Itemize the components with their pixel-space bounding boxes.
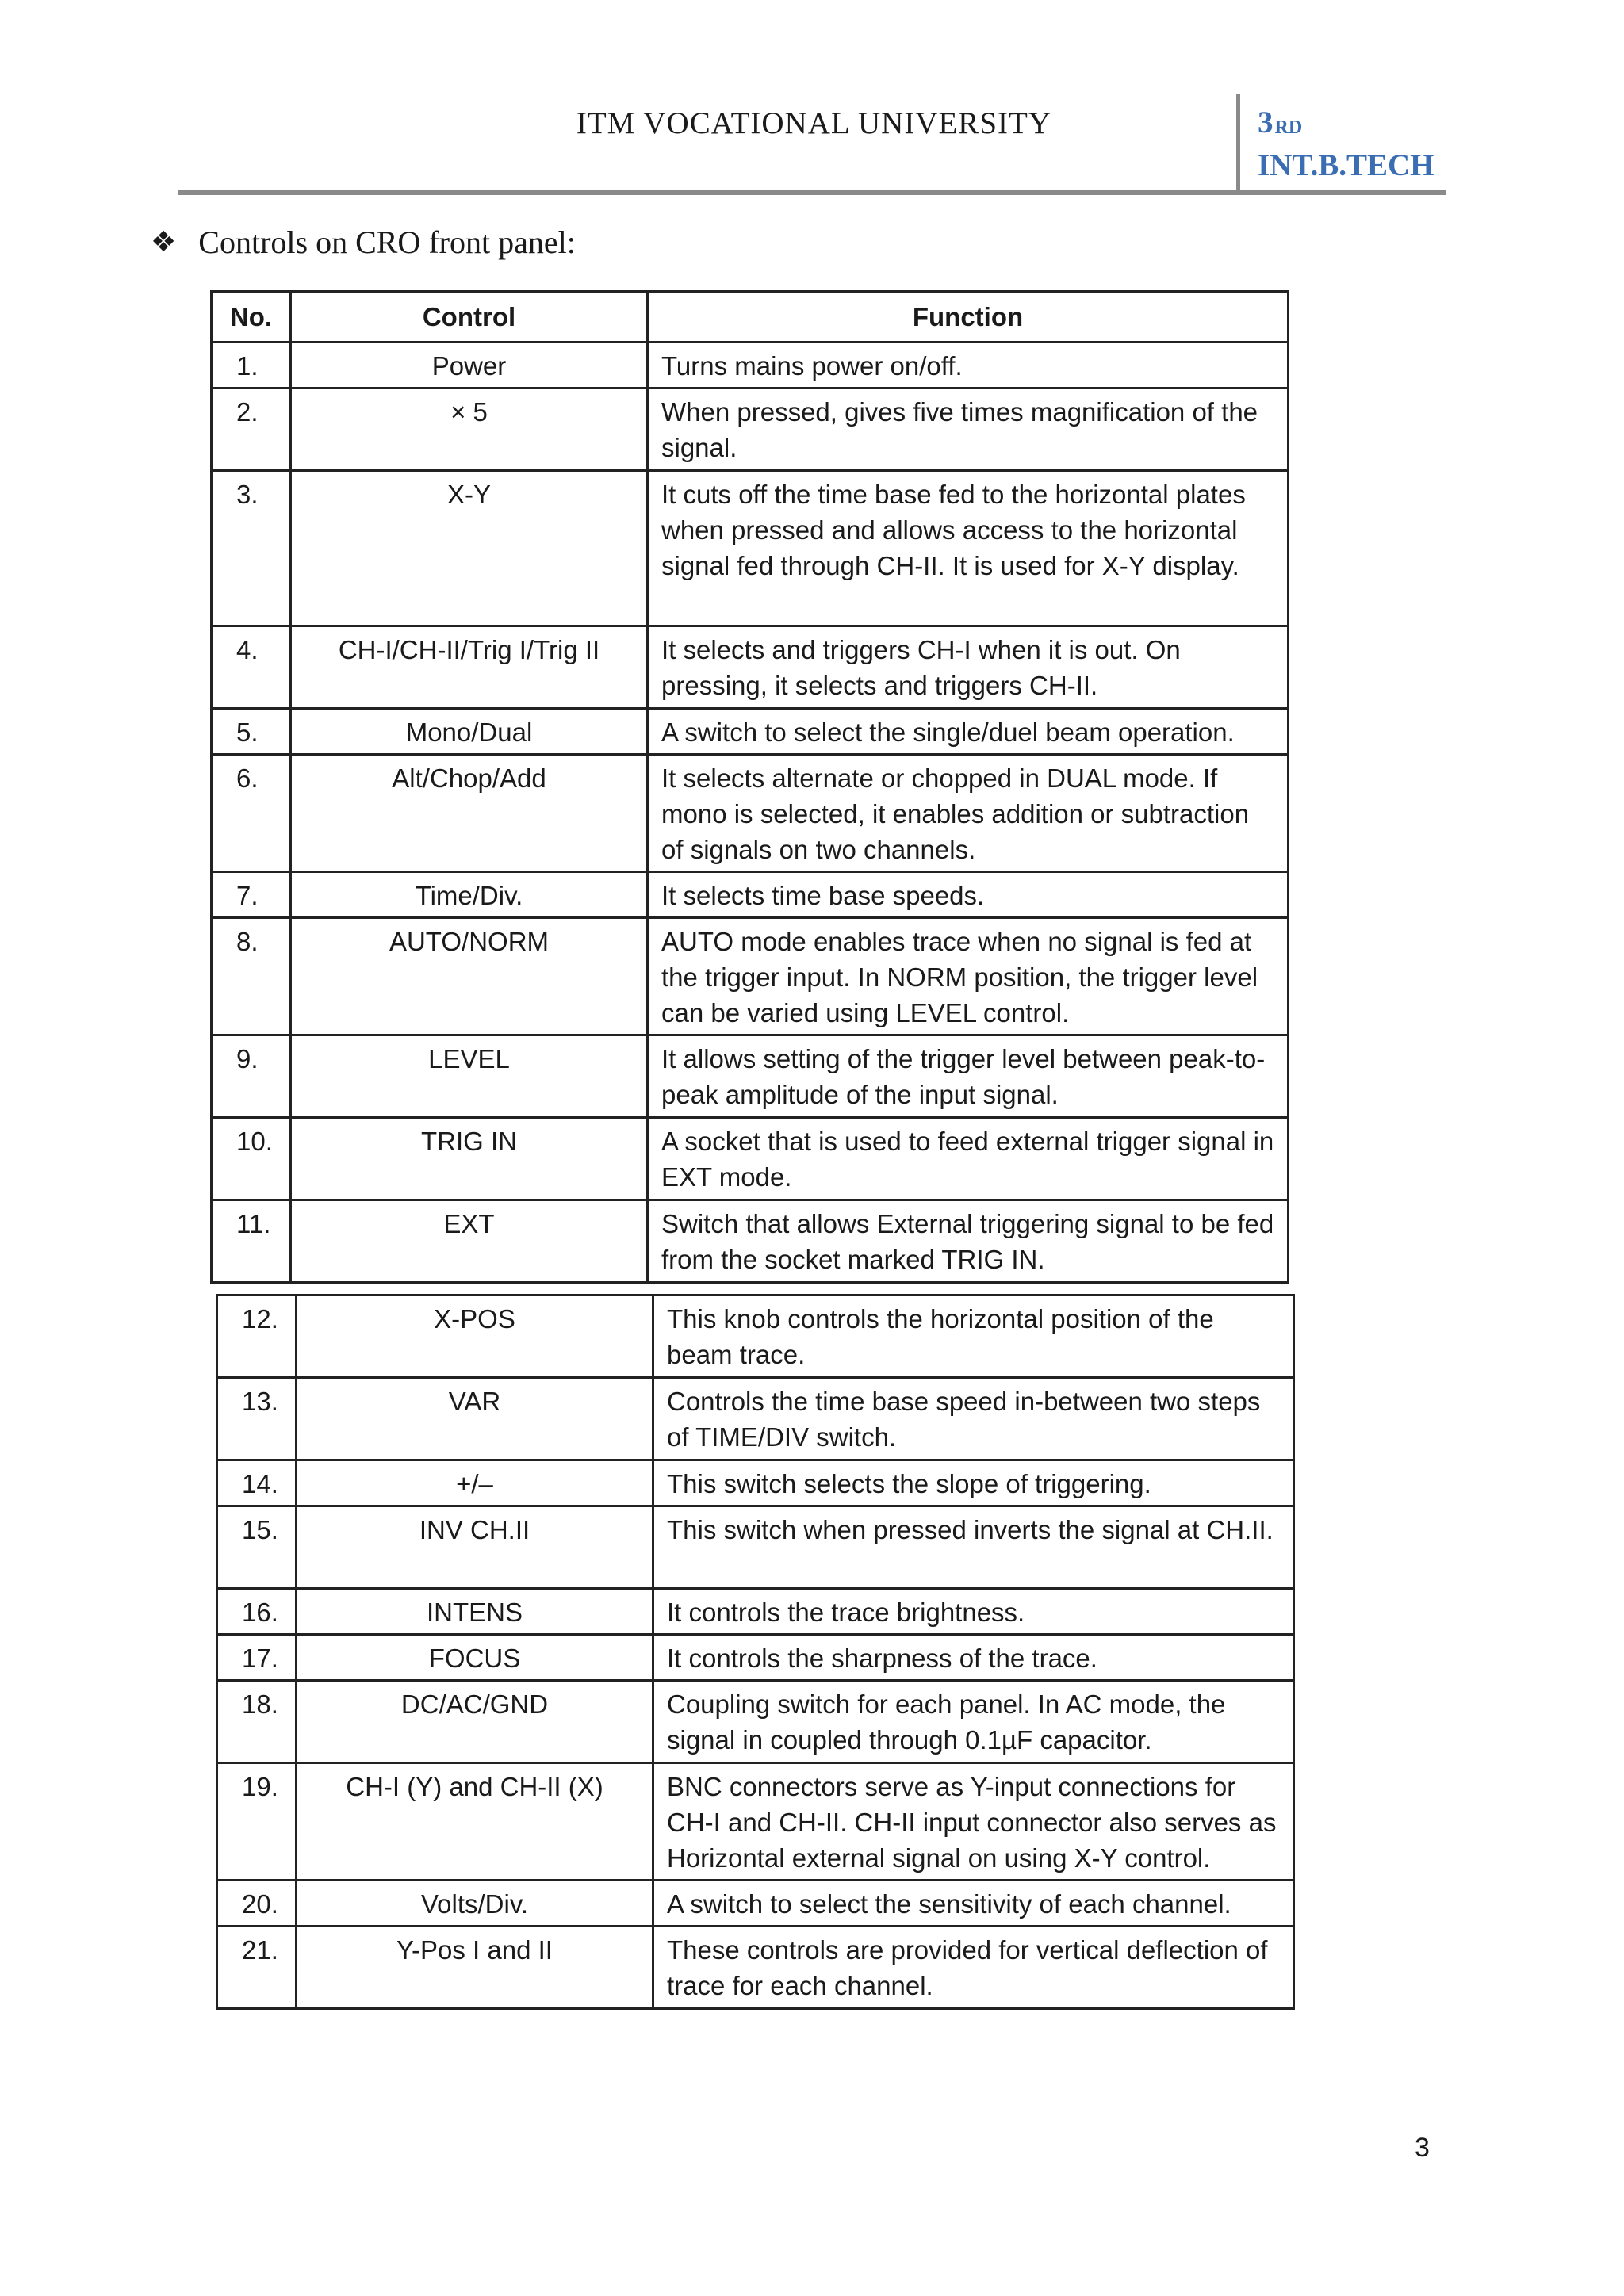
table-row — [212, 709, 1289, 755]
institution-name: ITM VOCATIONAL UNIVERSITY — [576, 106, 1051, 140]
control-cell: Mono/Dual — [291, 709, 648, 755]
table-row — [217, 1506, 1294, 1589]
control-cell: +/– — [297, 1460, 653, 1506]
table-row — [212, 872, 1289, 918]
table-row — [217, 1460, 1294, 1506]
table-row — [212, 1035, 1289, 1118]
function-cell: Switch that allows External triggering signal to be fed from the socket marked TRIG IN. — [648, 1200, 1289, 1283]
year-label: 3RD — [1258, 105, 1303, 140]
function-cell: It selects time base speeds. — [648, 872, 1289, 918]
control-cell: INV CH.II — [297, 1506, 653, 1589]
header-function: Function — [648, 292, 1289, 342]
control-cell: DC/AC/GND — [297, 1681, 653, 1763]
table-row — [217, 1881, 1294, 1927]
controls-table — [210, 290, 1289, 1284]
header-divider — [1236, 94, 1240, 190]
row-number: 20. — [217, 1881, 297, 1927]
function-cell: A socket that is used to feed external trigger signal in EXT mode. — [648, 1118, 1289, 1200]
row-number: 21. — [217, 1927, 297, 2009]
function-cell: A switch to select the sensitivity of each channel. — [653, 1881, 1294, 1927]
control-cell: X-Y — [291, 471, 648, 626]
function-cell: This switch when pressed inverts the signal at CH.II. — [653, 1506, 1294, 1589]
table-row — [212, 1200, 1289, 1283]
row-number: 10. — [212, 1118, 291, 1200]
control-cell: Y-Pos I and II — [297, 1927, 653, 2009]
row-number: 5. — [212, 709, 291, 755]
control-cell: CH-I (Y) and CH-II (X) — [297, 1763, 653, 1881]
section-title: Controls on CRO front panel: — [198, 224, 576, 260]
function-cell: It selects and triggers CH-I when it is out. On pressing, it selects and triggers CH-II. — [648, 626, 1289, 709]
function-cell: When pressed, gives five times magnification of the signal. — [648, 388, 1289, 471]
function-cell: These controls are provided for vertical deflection of trace for each channel. — [653, 1927, 1294, 2009]
table-row — [212, 918, 1289, 1035]
function-cell: AUTO mode enables trace when no signal is fed at the trigger input. In NORM position, the trigger level can be varied using LEVEL control. — [648, 918, 1289, 1035]
function-cell: A switch to select the single/duel beam operation. — [648, 709, 1289, 755]
header-no: No. — [212, 292, 291, 342]
control-cell: FOCUS — [297, 1635, 653, 1681]
table-header-row — [212, 292, 1289, 342]
function-cell: BNC connectors serve as Y-input connections for CH-I and CH-II. CH-II input connector also serves as Horizontal external signal on using X-Y control. — [653, 1763, 1294, 1881]
control-cell: Alt/Chop/Add — [291, 755, 648, 872]
function-cell: Controls the time base speed in-between two steps of TIME/DIV switch. — [653, 1378, 1294, 1460]
row-number: 17. — [217, 1635, 297, 1681]
table-row — [217, 1681, 1294, 1763]
table-row — [217, 1927, 1294, 2009]
control-cell: VAR — [297, 1378, 653, 1460]
function-cell: Turns mains power on/off. — [648, 342, 1289, 388]
function-cell: It controls the sharpness of the trace. — [653, 1635, 1294, 1681]
table-row — [212, 388, 1289, 471]
table-row — [212, 1118, 1289, 1200]
control-cell: EXT — [291, 1200, 648, 1283]
function-cell: It selects alternate or chopped in DUAL mode. If mono is selected, it enables addition or subtraction of signals on two channels. — [648, 755, 1289, 872]
function-cell: It allows setting of the trigger level between peak-to-peak amplitude of the input signal. — [648, 1035, 1289, 1118]
program-name: INT.B.TECH — [1258, 148, 1434, 182]
row-number: 8. — [212, 918, 291, 1035]
page-header — [178, 94, 1446, 195]
program-label — [1258, 101, 1434, 187]
controls-table-continued — [216, 1294, 1295, 2010]
table-row — [212, 342, 1289, 388]
table-row — [217, 1295, 1294, 1378]
row-number: 15. — [217, 1506, 297, 1589]
table-row — [212, 471, 1289, 626]
row-number: 19. — [217, 1763, 297, 1881]
row-number: 6. — [212, 755, 291, 872]
control-cell: Volts/Div. — [297, 1881, 653, 1927]
control-cell: AUTO/NORM — [291, 918, 648, 1035]
control-cell: INTENS — [297, 1589, 653, 1635]
control-cell: Power — [291, 342, 648, 388]
control-cell: TRIG IN — [291, 1118, 648, 1200]
table-row — [212, 626, 1289, 709]
row-number: 12. — [217, 1295, 297, 1378]
row-number: 2. — [212, 388, 291, 471]
row-number: 3. — [212, 471, 291, 626]
row-number: 13. — [217, 1378, 297, 1460]
function-cell: This switch selects the slope of triggering. — [653, 1460, 1294, 1506]
function-cell: It controls the trace brightness. — [653, 1589, 1294, 1635]
row-number: 4. — [212, 626, 291, 709]
control-cell: CH-I/CH-II/Trig I/Trig II — [291, 626, 648, 709]
table-row — [217, 1589, 1294, 1635]
function-cell: Coupling switch for each panel. In AC mode, the signal in coupled through 0.1µF capacitor. — [653, 1681, 1294, 1763]
header-rule — [178, 190, 1446, 195]
header-control: Control — [291, 292, 648, 342]
control-cell: X-POS — [297, 1295, 653, 1378]
control-cell: Time/Div. — [291, 872, 648, 918]
page-number: 3 — [1415, 2133, 1430, 2163]
row-number: 14. — [217, 1460, 297, 1506]
control-cell: × 5 — [291, 388, 648, 471]
section-heading — [151, 224, 576, 261]
function-cell: It cuts off the time base fed to the horizontal plates when pressed and allows access to the horizontal signal fed through CH-II. It is used for X-Y display. — [648, 471, 1289, 626]
row-number: 16. — [217, 1589, 297, 1635]
row-number: 11. — [212, 1200, 291, 1283]
table-row — [217, 1763, 1294, 1881]
row-number: 7. — [212, 872, 291, 918]
diamond-bullet-icon: ❖ — [151, 226, 177, 258]
row-number: 9. — [212, 1035, 291, 1118]
table-row — [217, 1635, 1294, 1681]
row-number: 18. — [217, 1681, 297, 1763]
row-number: 1. — [212, 342, 291, 388]
function-cell: This knob controls the horizontal position of the beam trace. — [653, 1295, 1294, 1378]
control-cell: LEVEL — [291, 1035, 648, 1118]
table-row — [217, 1378, 1294, 1460]
table-row — [212, 755, 1289, 872]
